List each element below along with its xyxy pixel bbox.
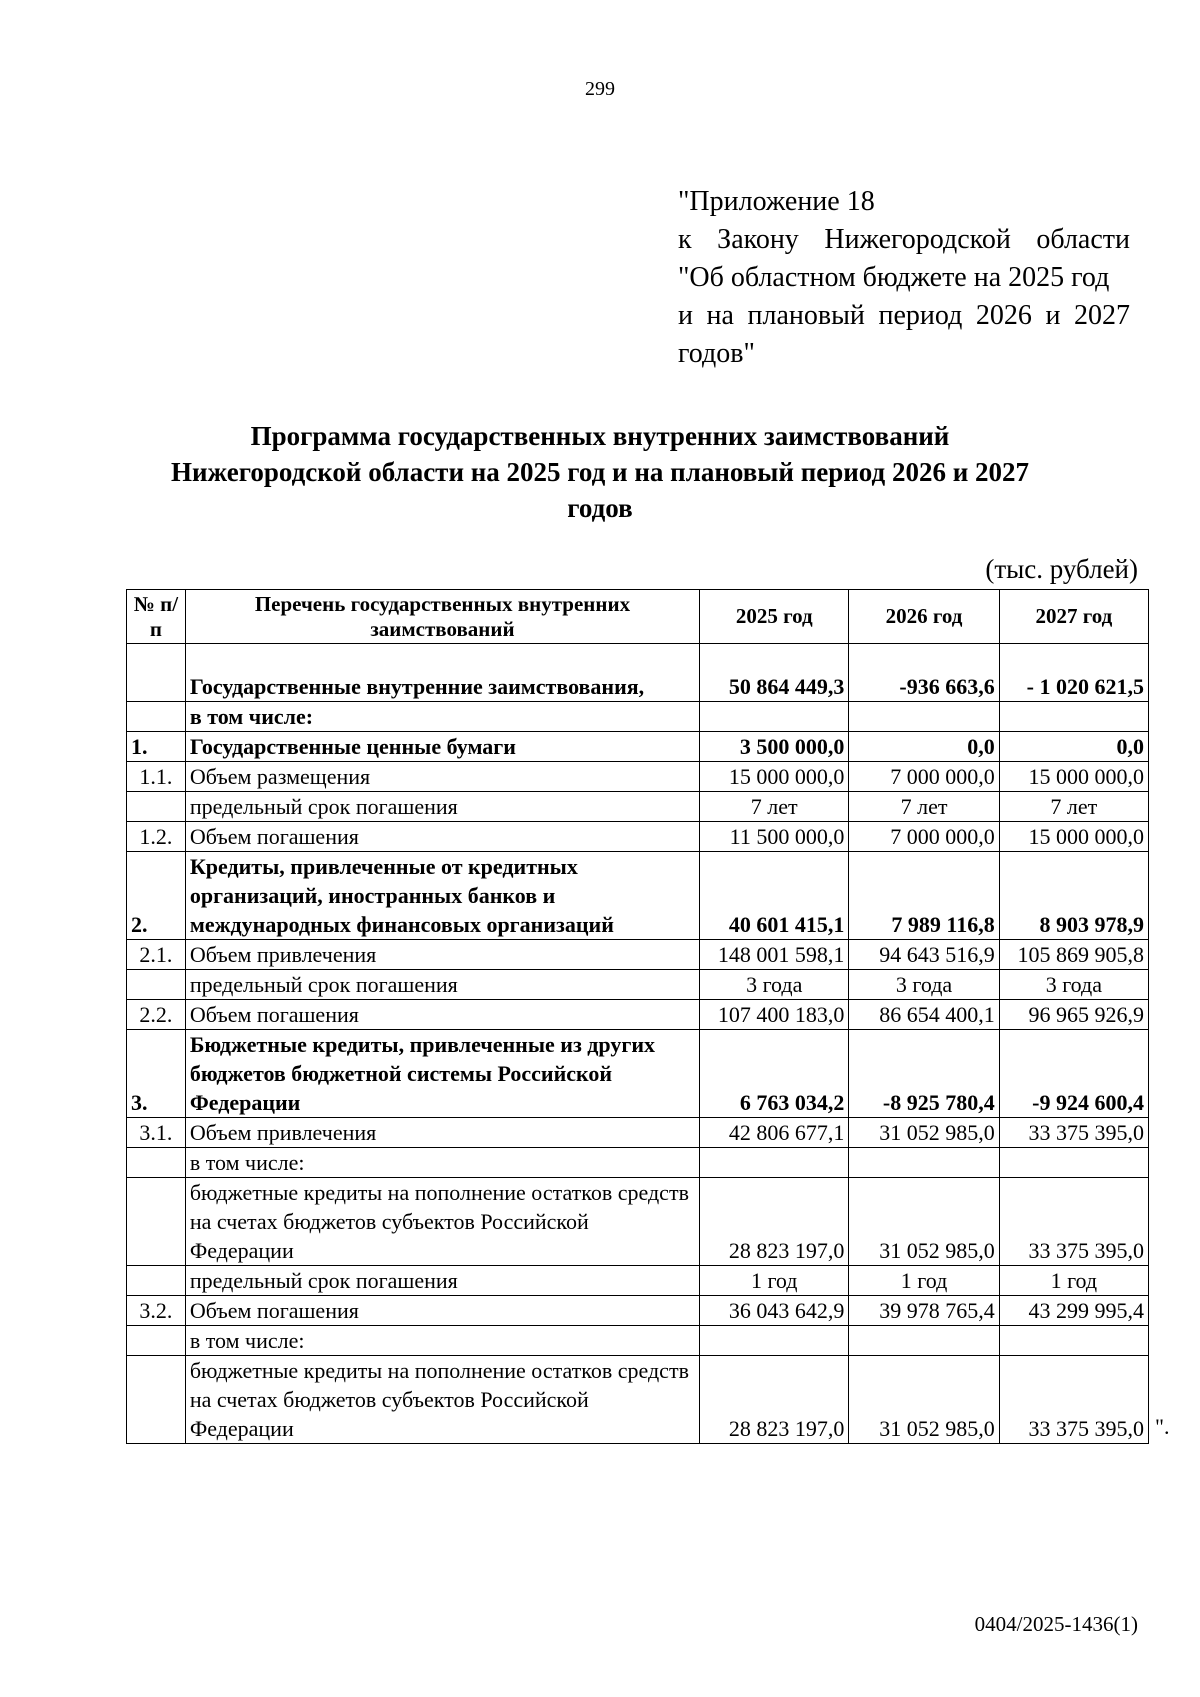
row-number: 2. [127,852,186,940]
title-line-3: годов [567,493,633,523]
closing-quote: ". [1155,1414,1170,1439]
value-2025: 36 043 642,9 [700,1296,849,1326]
value-2027: 33 375 395,0 [999,1356,1148,1444]
table-row [127,1030,1149,1118]
row-number: 3.2. [127,1296,186,1326]
value-2026 [849,1326,999,1356]
value-2027: -9 924 600,4 [999,1030,1148,1118]
table-row [127,1296,1149,1326]
value-2026 [849,702,999,732]
row-name: предельный срок погашения [185,970,699,1000]
value-2026: 94 643 516,9 [849,940,999,970]
value-2025: 50 864 449,3 [700,644,849,702]
row-name: бюджетные кредиты на пополнение остатков средств на счетах бюджетов субъектов Российской Федерации [185,1178,699,1266]
document-code: 0404/2025-1436(1) [974,1612,1138,1636]
table-row [127,1326,1149,1356]
value-2026: 0,0 [849,732,999,762]
row-number: 2.1. [127,940,186,970]
value-2025: 148 001 598,1 [700,940,849,970]
appendix-line-5: годов" [678,338,755,369]
value-2027: 43 299 995,4 [999,1296,1148,1326]
appendix-line-4: и на плановый период 2026 и 2027 [678,300,1130,331]
value-2027 [999,1148,1148,1178]
table-row [127,940,1149,970]
title-line-2: Нижегородской области на 2025 год и на плановый период 2026 и 2027 [170,457,1029,487]
table-row [127,852,1149,940]
row-number: 1.1. [127,762,186,792]
value-2027: 15 000 000,0 [999,762,1148,792]
row-name: Объем привлечения [185,940,699,970]
table-row [127,1356,1149,1444]
table-row [127,732,1149,762]
value-2026: 3 года [849,970,999,1000]
row-number: 1. [127,732,186,762]
row-name: предельный срок погашения [185,792,699,822]
row-name: Объем погашения [185,822,699,852]
value-2027 [999,1326,1148,1356]
table-row [127,1148,1149,1178]
row-name: Объем размещения [185,762,699,792]
document-title [150,418,1050,526]
table-row [127,822,1149,852]
table-header-row [127,590,1149,644]
header-2027: 2027 год [999,590,1148,644]
row-number [127,970,186,1000]
value-2026: 7 989 116,8 [849,852,999,940]
title-line-1: Программа государственных внутренних заимствований [250,421,950,451]
value-2025: 40 601 415,1 [700,852,849,940]
value-2025 [700,1326,849,1356]
value-2027: 33 375 395,0 [999,1118,1148,1148]
row-number [127,702,186,732]
row-name: в том числе: [185,1326,699,1356]
value-2027: 8 903 978,9 [999,852,1148,940]
value-2027: 7 лет [999,792,1148,822]
value-2026: 39 978 765,4 [849,1296,999,1326]
value-2025: 1 год [700,1266,849,1296]
value-2027: 0,0 [999,732,1148,762]
row-number [127,644,186,702]
appendix-line-3: "Об областном бюджете на 2025 год [678,262,1110,293]
value-2025: 15 000 000,0 [700,762,849,792]
row-name: Кредиты, привлеченные от кредитных организаций, иностранных банков и международных финансовых организаций [185,852,699,940]
header-name: Перечень государственных внутренних заимствований [185,590,699,644]
value-2025: 28 823 197,0 [700,1178,849,1266]
row-name: Объем погашения [185,1296,699,1326]
value-2025: 7 лет [700,792,849,822]
table-row [127,762,1149,792]
header-num: № п/п [127,590,186,644]
table-row [127,1118,1149,1148]
row-name: Объем привлечения [185,1118,699,1148]
table-row [127,1178,1149,1266]
value-2026: 86 654 400,1 [849,1000,999,1030]
value-2026: 1 год [849,1266,999,1296]
row-name: Бюджетные кредиты, привлеченные из других бюджетов бюджетной системы Российской Федерации [185,1030,699,1118]
value-2026: 31 052 985,0 [849,1178,999,1266]
row-name: в том числе: [185,702,699,732]
value-2027: 105 869 905,8 [999,940,1148,970]
table-row [127,970,1149,1000]
borrowings-table-wrap [126,589,1170,1444]
value-2025 [700,702,849,732]
row-number [127,792,186,822]
value-2026: 7 000 000,0 [849,762,999,792]
value-2025: 3 года [700,970,849,1000]
value-2025: 11 500 000,0 [700,822,849,852]
page-number: 299 [585,78,615,100]
value-2027: 96 965 926,9 [999,1000,1148,1030]
row-number: 3.1. [127,1118,186,1148]
row-name: Государственные внутренние заимствования, [185,644,699,702]
value-2025: 42 806 677,1 [700,1118,849,1148]
value-2026: 31 052 985,0 [849,1118,999,1148]
value-2026: -8 925 780,4 [849,1030,999,1118]
row-name: бюджетные кредиты на пополнение остатков средств на счетах бюджетов субъектов Российской Федерации [185,1356,699,1444]
row-name: в том числе: [185,1148,699,1178]
table-row [127,792,1149,822]
row-number [127,1266,186,1296]
value-2025: 107 400 183,0 [700,1000,849,1030]
units-label: (тыс. рублей) [985,554,1138,584]
header-2026: 2026 год [849,590,999,644]
value-2027: 33 375 395,0 [999,1178,1148,1266]
header-2025: 2025 год [700,590,849,644]
appendix-reference [678,183,1130,373]
appendix-line-2: к Закону Нижегородской области [678,224,1130,255]
row-name: Государственные ценные бумаги [185,732,699,762]
row-number [127,1148,186,1178]
value-2027: 15 000 000,0 [999,822,1148,852]
appendix-line-1: "Приложение 18 [678,186,875,217]
row-number [127,1356,186,1444]
row-number [127,1178,186,1266]
value-2026: -936 663,6 [849,644,999,702]
table-row [127,702,1149,732]
value-2026: 31 052 985,0 [849,1356,999,1444]
value-2025: 3 500 000,0 [700,732,849,762]
borrowings-table [126,589,1149,1444]
row-name: предельный срок погашения [185,1266,699,1296]
table-row [127,1000,1149,1030]
value-2027: 1 год [999,1266,1148,1296]
row-number [127,1326,186,1356]
value-2026: 7 000 000,0 [849,822,999,852]
value-2025: 28 823 197,0 [700,1356,849,1444]
value-2027: 3 года [999,970,1148,1000]
value-2027 [999,702,1148,732]
value-2025 [700,1148,849,1178]
row-number: 3. [127,1030,186,1118]
row-number: 1.2. [127,822,186,852]
value-2025: 6 763 034,2 [700,1030,849,1118]
value-2026 [849,1148,999,1178]
row-number: 2.2. [127,1000,186,1030]
table-row [127,1266,1149,1296]
value-2026: 7 лет [849,792,999,822]
table-row [127,644,1149,702]
value-2027: - 1 020 621,5 [999,644,1148,702]
row-name: Объем погашения [185,1000,699,1030]
